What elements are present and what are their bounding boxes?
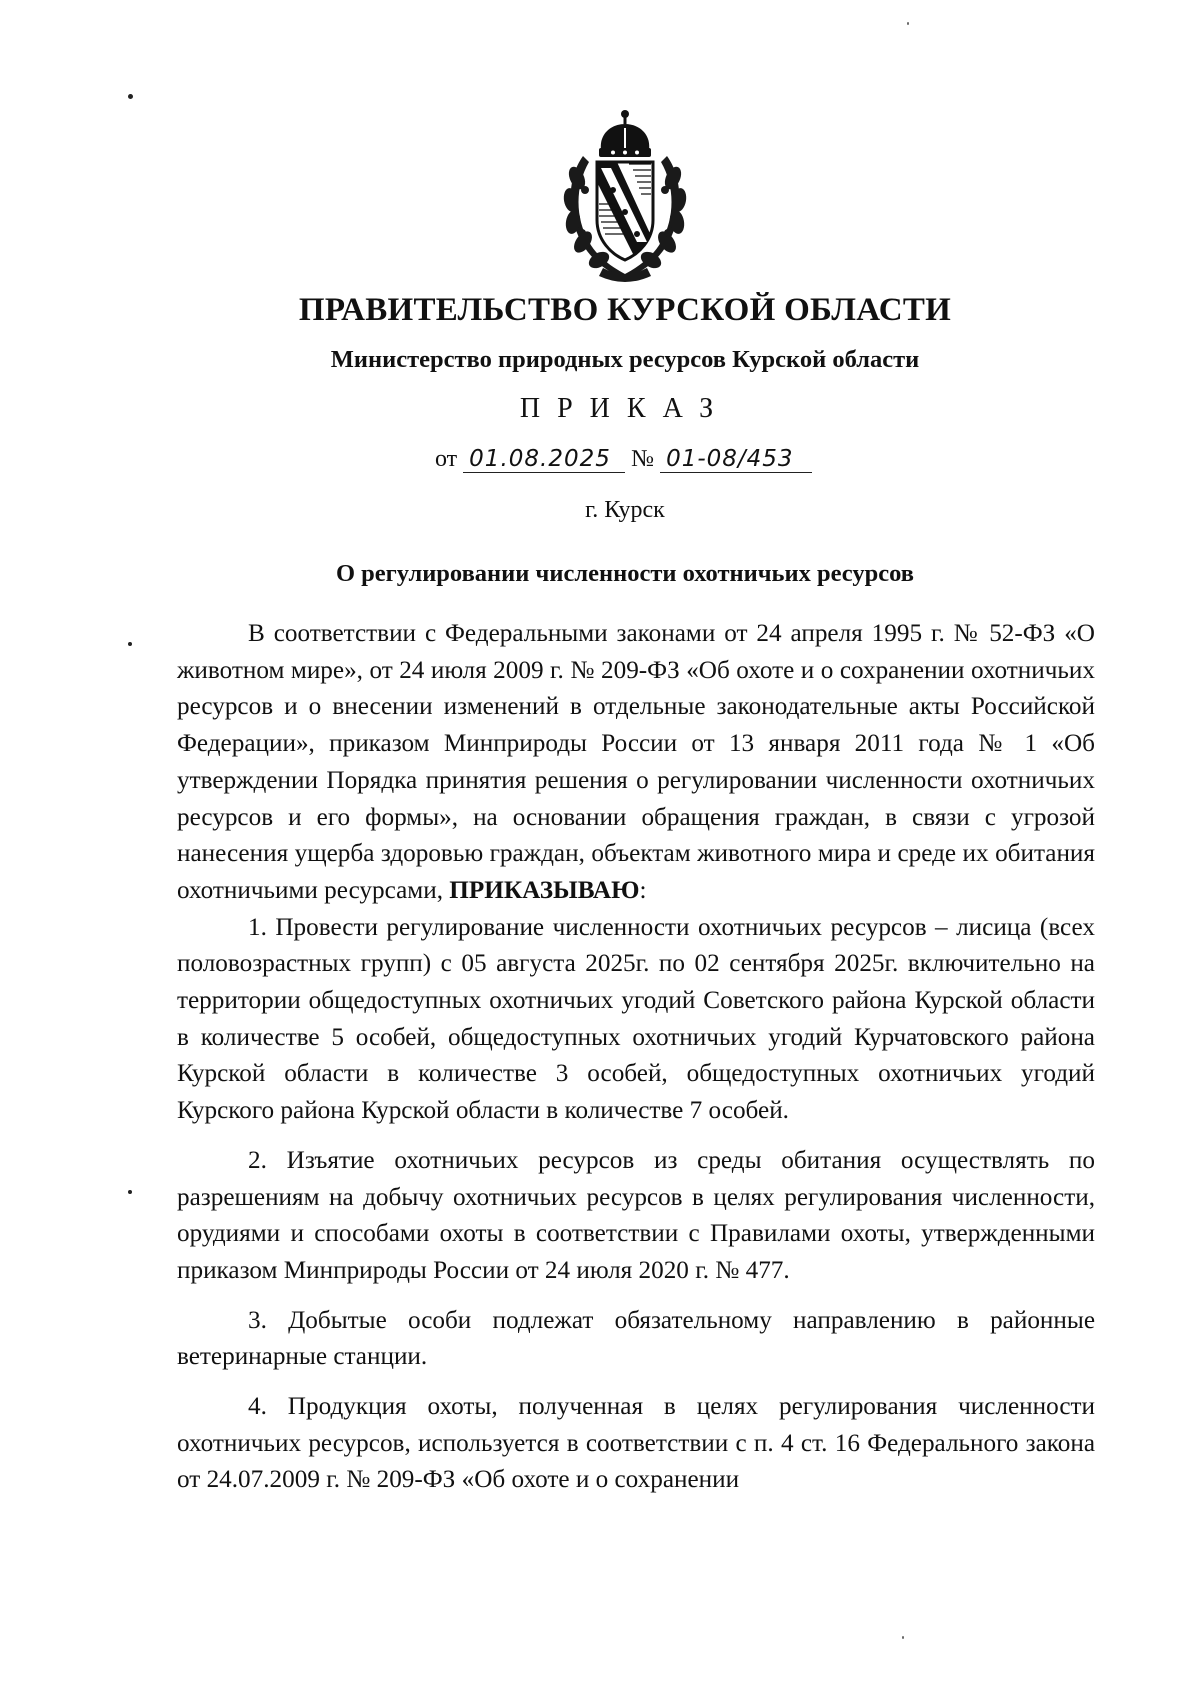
order-number-field: 01-08/453	[660, 447, 812, 473]
ministry-name: Министерство природных ресурсов Курской области	[330, 346, 920, 373]
preamble-text: В соответствии с Федеральными законами от 24 апреля 1995 г. № 52-ФЗ «О животном мире», от 24 июля 2009 г. № 209-ФЗ «Об охоте и о сохранении охотничьих ресурсов и о внесении изменений в отдельные законодательные акты Российской Федерации», приказом Минприроды России от 13 января 2011 года № 1 «Об утверждении Порядка принятия решения о регулировании численности охотничьих ресурсов и его формы», на основании обращения граждан, в связи с угрозой нанесения ущерба здоровью граждан, объектам животного мира и среде их обитания охотничьими ресурсами,	[177, 620, 1095, 904]
order-number-label: №	[631, 446, 655, 472]
scan-speck	[128, 94, 133, 99]
order-item-4: 4. Продукция охоты, полученная в целях регулирования численности охотничьих ресурсов, используется в соответствии с п. 4 ст. 16 Федерального закона от 24.07.2009 г. № 209-ФЗ «Об охоте и о сохранении	[177, 1393, 1095, 1494]
order-heading: ПРИКАЗ	[519, 393, 731, 424]
city-name: г. Курск	[585, 497, 665, 523]
order-item-2: 2. Изъятие охотничьих ресурсов из среды обитания осуществлять по разрешениям на добычу охотничьих ресурсов в целях регулирования численности, орудиями и способами охоты в соответствии с Правилами охоты, утвержденными приказом Минприроды России от 24 июля 2020 г. № 477.	[177, 1146, 1095, 1284]
coat-of-arms-emblem	[555, 108, 695, 283]
scan-speck	[128, 642, 132, 646]
order-item-1: 1. Провести регулирование численности охотничьих ресурсов – лисица (всех половозрастных групп) с 05 августа 2025г. по 02 сентября 2025г. включительно на территории общедоступных охотничьих угодий Советского района Курской области в количестве 5 особей, общедоступных охотничьих угодий Курчатовского района Курской области в количестве 3 особей, общедоступных охотничьих угодий Курского района Курской области в количестве 7 особей.	[177, 913, 1095, 1125]
directive-colon: :	[639, 876, 647, 904]
document-title: О регулировании численности охотничьих ресурсов	[336, 560, 914, 587]
scan-speck	[128, 1190, 132, 1194]
order-from-label: от	[435, 446, 458, 472]
government-title: ПРАВИТЕЛЬСТВО КУРСКОЙ ОБЛАСТИ	[298, 292, 952, 328]
scan-speck	[907, 22, 909, 25]
order-date-field: 01.08.2025	[463, 447, 625, 473]
order-date-number	[435, 446, 812, 473]
scan-speck	[902, 1636, 904, 1639]
document-body	[177, 616, 1095, 1499]
order-item-3: 3. Добытые особи подлежат обязательному направлению в районные ветеринарные станции.	[177, 1306, 1095, 1371]
preamble-paragraph	[177, 616, 1095, 910]
directive-word: ПРИКАЗЫВАЮ	[449, 876, 640, 904]
